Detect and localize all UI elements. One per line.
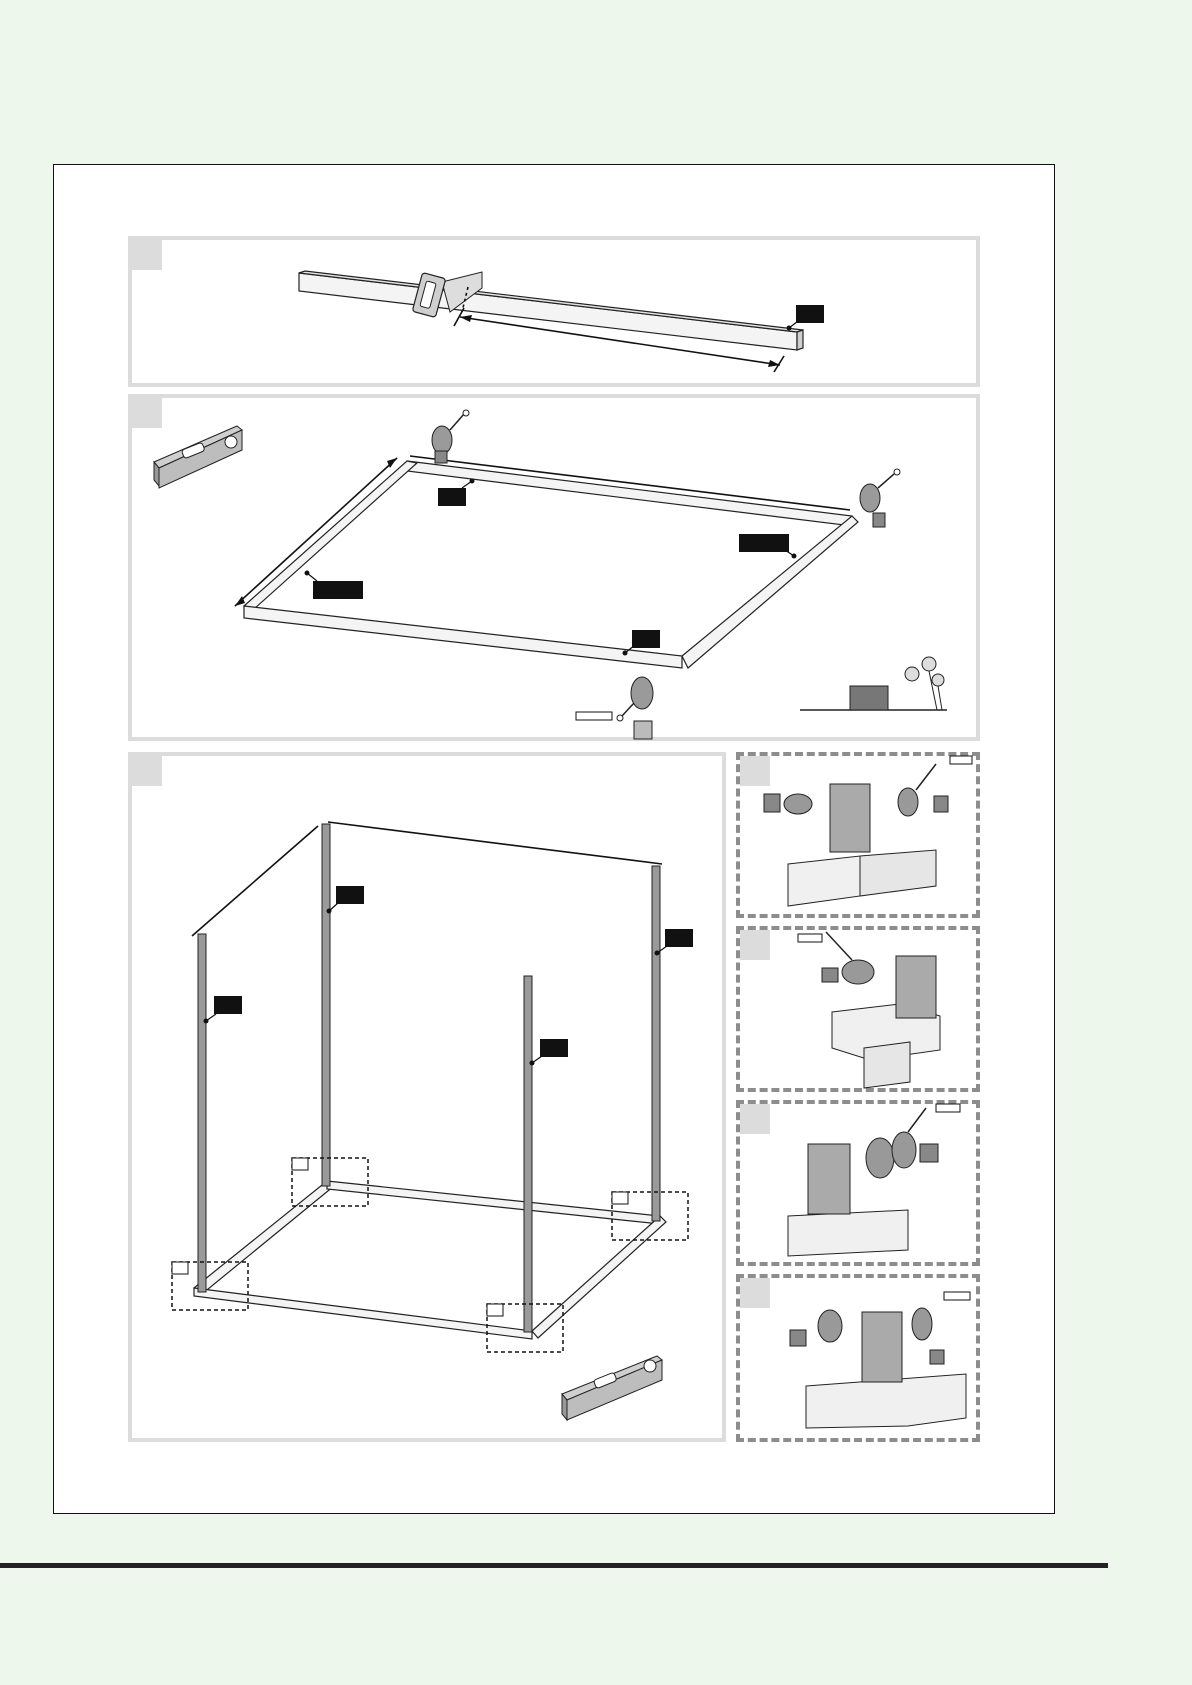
spirit-level-icon xyxy=(562,1356,662,1420)
detail-panel-d xyxy=(736,1274,980,1442)
drill-icon xyxy=(576,677,653,739)
drill-icon xyxy=(432,410,469,463)
detail-d-illustration xyxy=(740,1278,984,1446)
flower-icon xyxy=(800,657,947,710)
detail-a-illustration xyxy=(740,756,984,922)
post-installation-illustration xyxy=(132,756,730,1446)
detail-b-illustration xyxy=(740,930,984,1096)
step-panel-2 xyxy=(128,394,980,741)
page-bottom-edge xyxy=(0,1563,1108,1568)
detail-panel-b xyxy=(736,926,980,1092)
drill-icon xyxy=(860,469,900,527)
spirit-level-icon xyxy=(154,426,242,488)
detail-panel-c xyxy=(736,1100,980,1266)
step-panel-1 xyxy=(128,236,980,387)
detail-c-illustration xyxy=(740,1104,984,1270)
detail-panel-a xyxy=(736,752,980,918)
drill-icon xyxy=(866,1108,938,1178)
step-panel-3 xyxy=(128,752,726,1442)
drill-icon xyxy=(822,932,874,984)
beam-cutting-illustration xyxy=(132,240,984,391)
part-label xyxy=(796,305,824,323)
frame-assembly-illustration xyxy=(132,398,984,745)
